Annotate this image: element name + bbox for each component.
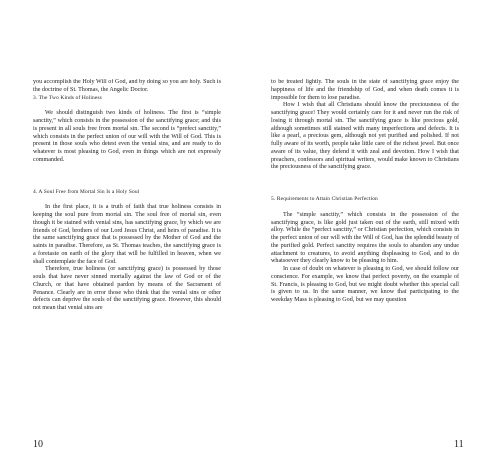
section-heading-3: 3. The Two Kinds of Holiness: [33, 94, 102, 101]
left-paragraph-2: We should distinguish two kinds of holiness. The first is “simple sanctity,” which consists in the possession of the sanctifying grace; and this is present in all souls free from mortal sin. The second is “prefect sanctity,” which consists in the perfect union of our will with the Will of God. This is present in those souls who detest even the venial sins, and are ready to do whatever is most pleasing to God, even in things which are not expressly commanded.: [33, 110, 221, 163]
section-heading-4: 4. A Soul Free from Mortal Sin Is a Holy Soul: [33, 188, 140, 195]
page-number-left: 10: [33, 439, 43, 450]
left-paragraph-1: you accomplish the Holy Will of God, and by doing so you are holy. Such is the doctrine of St. Thomas, the Angelic Doctor.: [33, 79, 221, 93]
right-paragraph-1: to be treated lightly. The souls in the state of sanctifying grace enjoy the happiness of life and the friendship of God, and when death comes it is impossible for them to lose paradise.: [271, 79, 459, 101]
right-paragraph-4: In case of doubt on whatever is pleasing to God, we should follow our conscience. For example, we know that perfect poverty, on the example of St. Francis, is pleasing to God, but we might doubt whether this special call is given to us. In the same manner, we know that participating to the weekday Mass is pleasing to God, but we may question: [271, 266, 459, 303]
left-page: [33, 79, 221, 451]
page-number-right: 11: [454, 439, 464, 450]
left-paragraph-4: Therefore, true holiness (or sanctifying grace) is possessed by those souls that have never sinned mortally against the law of God or of the Church, or that have obtained pardon by means of the Sacrament of Penance. Clearly are in error those who think that the venial sins or other defects can deprive the souls of the sanctifying grace. However, this should not mean that venial sins are: [33, 266, 221, 311]
right-paragraph-3: The “simple sanctity,” which consists in the possession of the sanctifying grace, is like gold just taken out of the earth, still mixed with alloy. While the “perfect sanctity,” or Christian perfection, which consists in the perfect union of our will with the Will of God, has the splendid beauty of the purified gold. Perfect sanctity requires the souls to abandon any undue attachment to creatures, to avoid anything displeasing to God, and to do whatsoever they clearly know to be pleasing to him.: [271, 211, 459, 265]
section-heading-5: 5. Requirements to Attain Christian Perfection: [271, 196, 378, 202]
left-paragraph-3: In the first place, it is a truth of faith that true holiness consists in keeping the soul pure from mortal sin. The soul free of mortal sin, even though it be stained with venial sins, has sanctifying grace, by which we are friends of God, brothers of our Lord Jesus Christ, and heirs of paradise. It is the same sanctifying grace that is possessed by the Mother of God and the saints in paradise. Therefore, as St. Thomas teaches, the sanctifying grace is a foretaste on earth of the glory that will be fulfilled in heaven, when we shall contemplate the face of God.: [33, 204, 221, 265]
right-paragraph-2: How I wish that all Christians should know the preciousness of the sanctifying grace! They would certainly care for it and never run the risk of losing it through mortal sin. The sanctifying grace is like precious gold, although sometimes still stained with many imperfections and defects. It is like a pearl, a precious gem, although not yet purified and polished. If not fully aware of its worth, people take little care of the richest jewel. But once aware of its value, they defend it with zeal and devotion. How I wish that preachers, confessors and spiritual writers, would make known to Christians the preciousness of the sanctifying grace.: [271, 102, 459, 171]
right-page: [271, 79, 459, 451]
